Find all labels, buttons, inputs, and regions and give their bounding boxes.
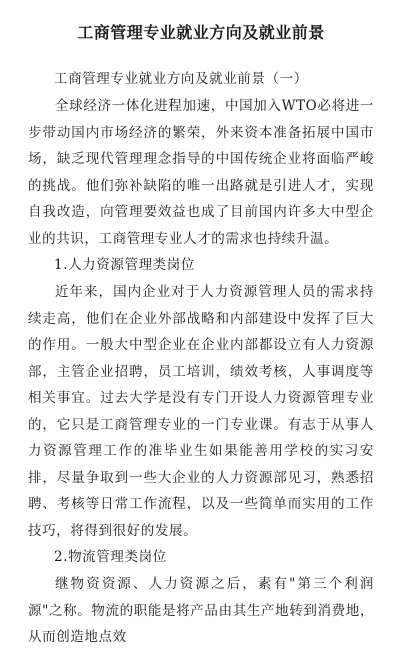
section-heading-hr: 1.人力资源管理类岗位 (54, 257, 195, 273)
document-title: 工商管理专业就业方向及就业前景 (77, 23, 325, 42)
section-heading-logistics: 2.物流管理类岗位 (54, 549, 167, 565)
section-body-logistics: 继物资资源、人力资源之后，素有"第三个利润源"之称。物流的职能是将产品由其生产地转到消费地，从而创造地点效 (28, 576, 374, 645)
intro-paragraph: 全球经济一体化进程加速，中国加入WTO必将进一步带动国内市场经济的繁荣，外来资本准备拓展中国市场，缺乏现代管理理念指导的中国传统企业将面临严峻的挑战。他们弥补缺陷的唯一出路就是引进人才，实现自我改造，向管理要效益也成了目前国内许多大中型企业的共识，工商管理专业人才的需求也持续升温。 (28, 98, 374, 247)
section-body-hr: 近年来，国内企业对于人力资源管理人员的需求持续走高，他们在企业外部战略和内部建设中发挥了巨大的作用。一般大中型企业在企业内部都设立有人力资源部，主管企业招聘，员工培训，绩效考核，人事调度等相关事宜。过去大学是没有专门开设人力资源管理专业的，它只是工商管理专业的一门专业课。有志于从事人力资源管理工作的准毕业生如果能善用学校的实习安排，尽量争取到一些大企业的人力资源部见习，熟悉招聘、考核等日常工作流程，以及一些简单而实用的工作技巧，将得到很好的发展。 (28, 284, 374, 539)
document-subtitle: 工商管理专业就业方向及就业前景（一） (54, 71, 308, 87)
